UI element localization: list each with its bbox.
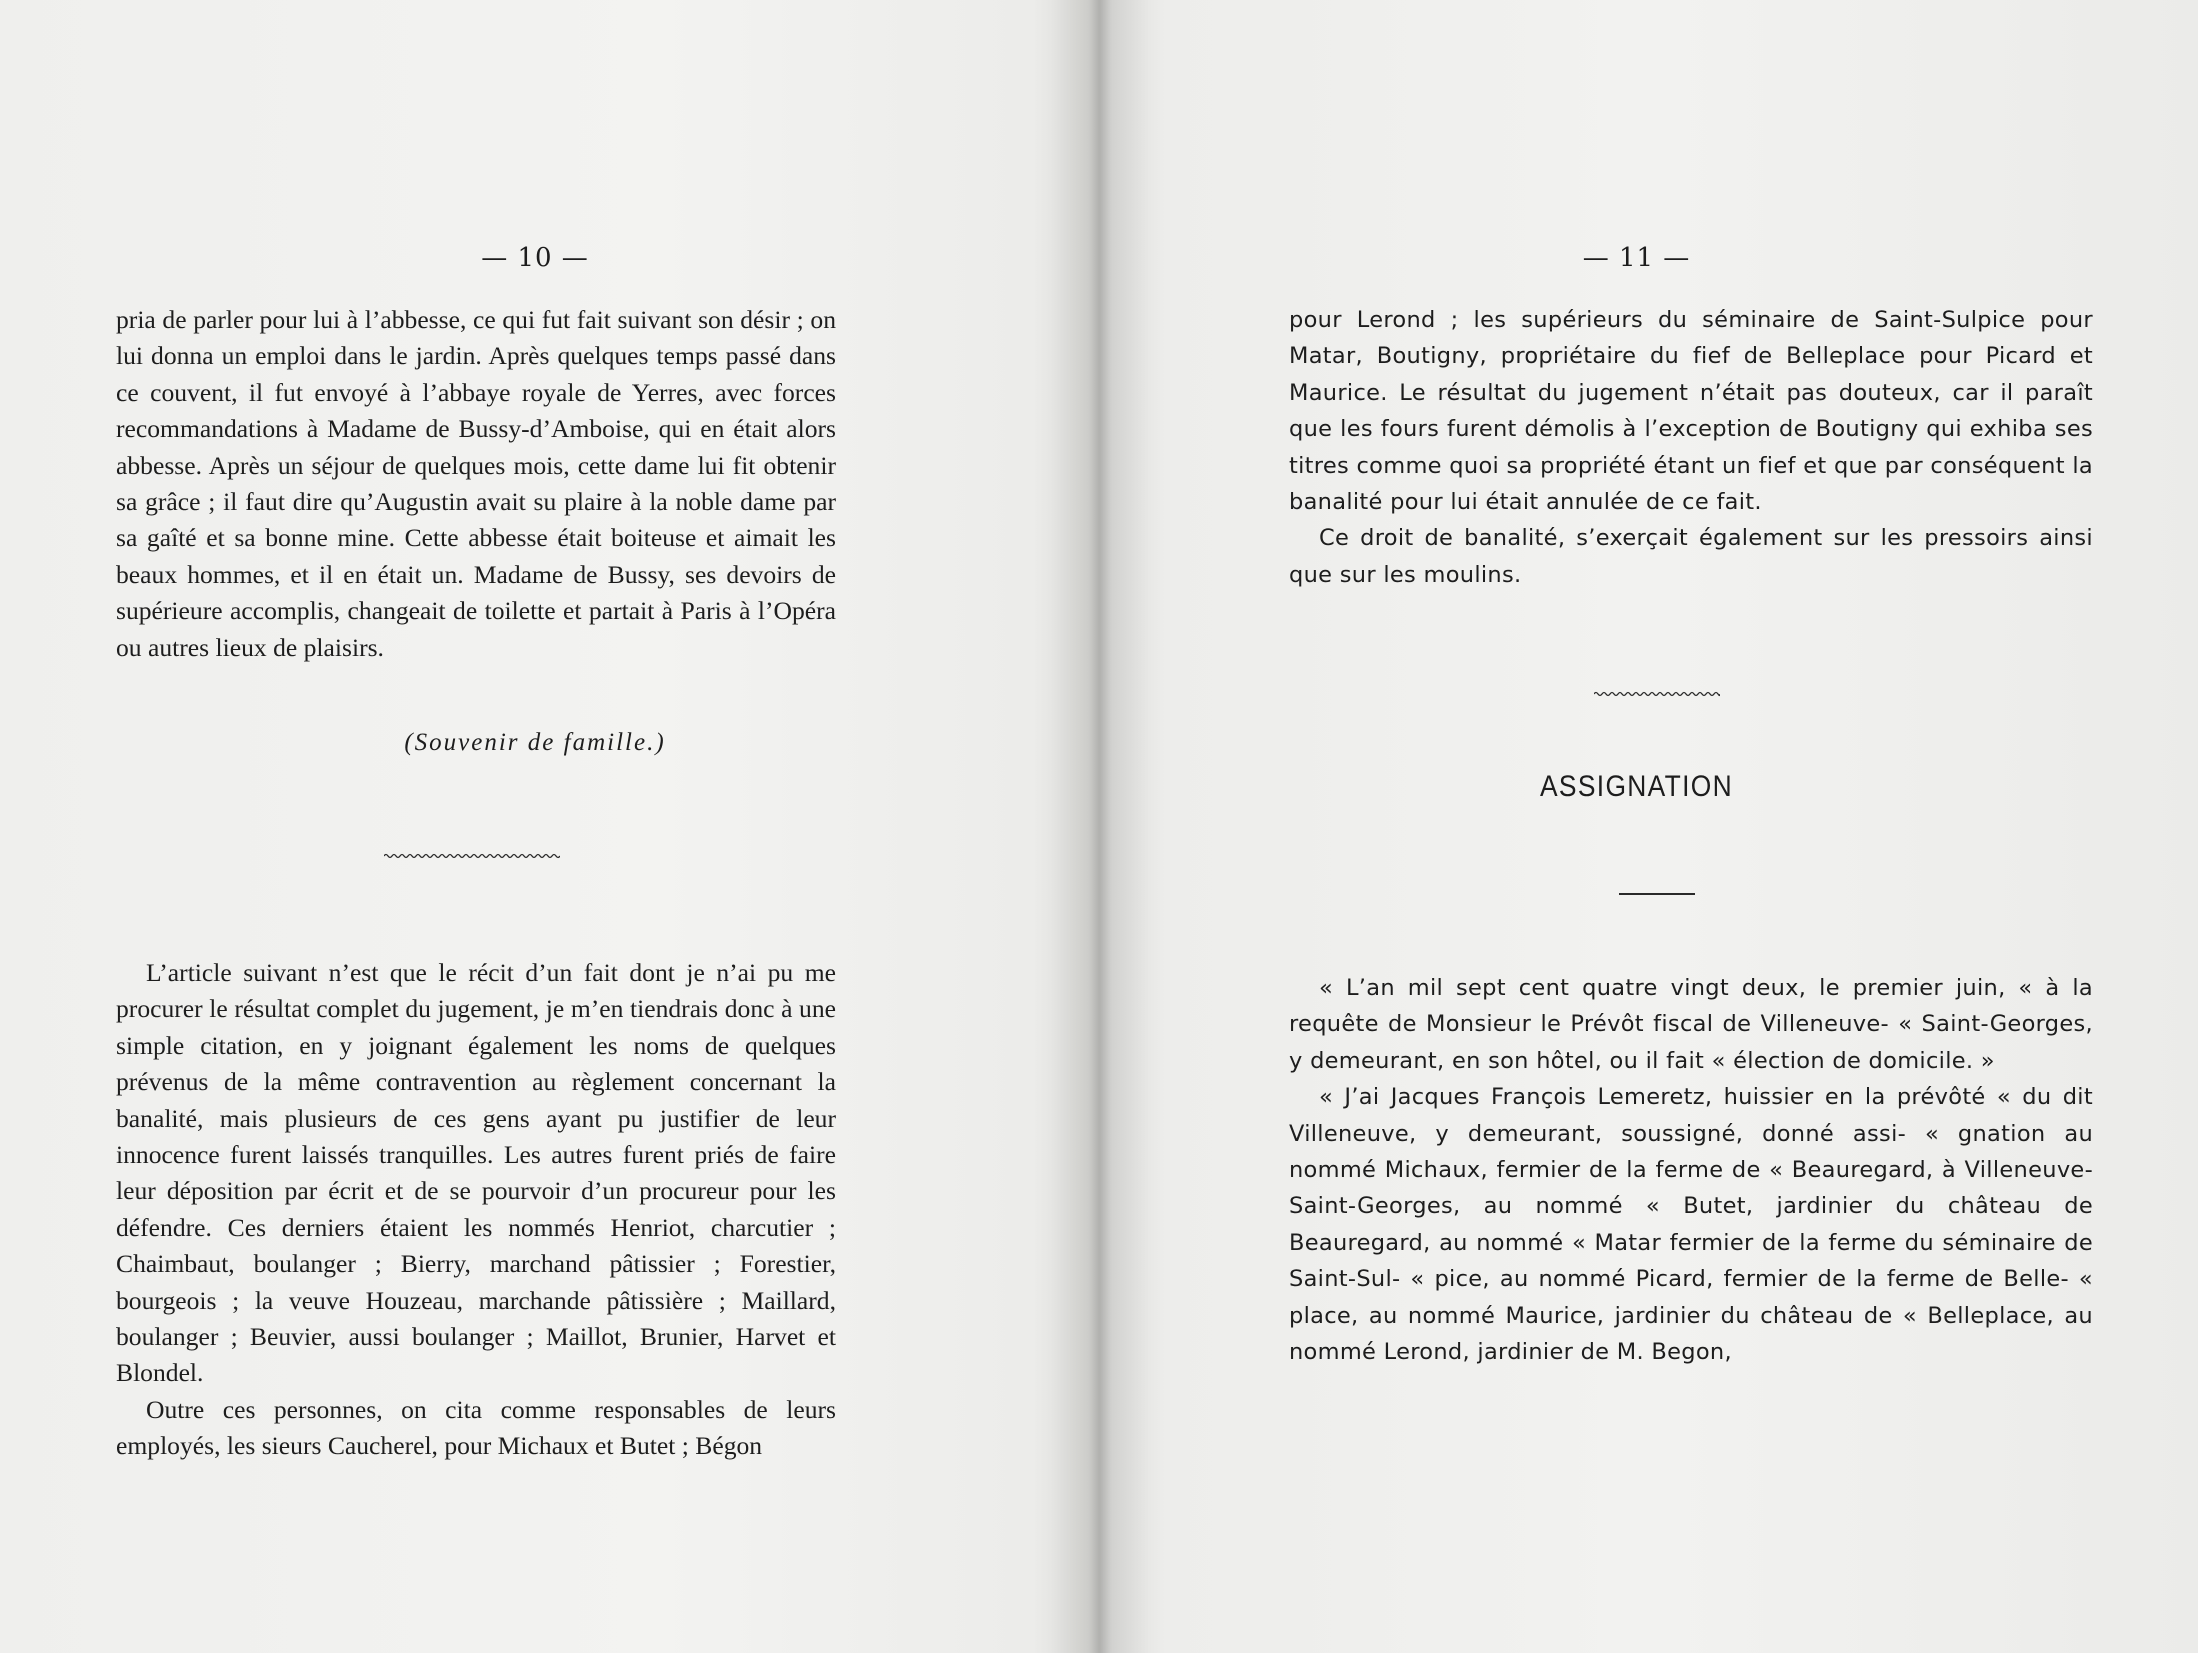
right-paragraph-1: pour Lerond ; les supérieurs du séminaire de Saint-Sulpice pour Matar, Boutigny, propriétaire du fief de Belleplace pour Picard et Maurice. Le résultat du jugement n’était pas douteux, car il paraît que les fours furent démolis à l’exception de Boutigny qui exhiba ses titres comme quoi sa propriété étant un fief et que par conséquent la banalité pour lui était annulée de ce fait. bbox=[1289, 307, 2093, 516]
left-paragraph-1: pria de parler pour lui à l’abbesse, ce qui fut fait suivant son désir ; on lui donna un emploi dans le jardin. Après quelques temps passé dans ce couvent, il fut envoyé à l’abbaye royale de Yerres, avec forces recommandations à Madame de Bussy-d’Amboise, qui en était alors abbesse. Après un séjour de quelques mois, cette dame lui fit obtenir sa grâce ; il faut dire qu’Augustin avait su plaire à la noble dame par sa gaîté et sa bonne mine. Cette abbesse était boiteuse et aimait les beaux hommes, et il en était un. Madame de Bussy, ses devoirs de supérieure accomplis, changeait de toilette et partait à Paris à l’Opéra ou autres lieux de plaisirs. bbox=[116, 305, 836, 662]
left-page bbox=[0, 0, 1070, 1653]
source-attribution: (Souvenir de famille.) bbox=[404, 729, 666, 756]
page-number-left: — 10 — bbox=[481, 243, 589, 273]
right-paragraph-2: Ce droit de banalité, s’exerçait également sur les pressoirs ainsi que sur les moulins. bbox=[1289, 525, 2093, 588]
left-paragraph-3: Outre ces personnes, on cita comme responsables de leurs employés, les sieurs Caucherel, pour Michaux et Butet ; Bégon bbox=[116, 1394, 836, 1461]
left-text-block-1 bbox=[116, 302, 836, 666]
heading-rule bbox=[1619, 893, 1695, 895]
section-heading: ASSIGNATION bbox=[1540, 770, 1733, 803]
right-text-block-2 bbox=[1289, 970, 2093, 1370]
quote-paragraph-2: « J’ai Jacques François Lemeretz, huissier en la prévôté « du dit Villeneuve, y demeurant, soussigné, donné assi- « gnation au nommé Michaux, fermier de la ferme de « Beauregard, à Villeneuve-Saint-Georges, au nommé « Butet, jardinier du château de Beauregard, au nommé « Matar fermier de la ferme du séminaire de Saint-Sul- « pice, au nommé Picard, fermier de la ferme de Belle- « place, au nommé Maurice, jardinier du château de « Belleplace, au nommé Lerond, jardinier de M. Begon, bbox=[1289, 1084, 2093, 1366]
right-page bbox=[1075, 0, 2198, 1653]
left-paragraph-2: L’article suivant n’est que le récit d’un fait dont je n’ai pu me procurer le résultat complet du jugement, je m’en tiendrais donc à une simple citation, en y joignant également les noms de quelques prévenus de la même contravention au règlement concernant la banalité, mais plusieurs de ces gens ayant pu justifier de leur innocence furent laissés tranquilles. Les autres furent priés de faire leur déposition par écrit et de se pourvoir d’un procureur pour les défendre. Ces derniers étaient les nommés Henriot, charcutier ; Chaimbaut, boulanger ; Bierry, marchand pâtissier ; Forestier, bourgeois ; la veuve Houzeau, marchande pâtissière ; Maillard, boulanger ; Beuvier, aussi boulanger ; Maillot, Brunier, Harvet et Blondel. bbox=[116, 958, 836, 1388]
right-text-block-1 bbox=[1289, 302, 2093, 593]
wavy-separator-right bbox=[1594, 691, 1720, 697]
left-text-block-2 bbox=[116, 955, 836, 1465]
quote-paragraph-1: « L’an mil sept cent quatre vingt deux, le premier juin, « à la requête de Monsieur le Prévôt fiscal de Villeneuve- « Saint-Georges, y demeurant, en son hôtel, ou il fait « élection de domicile. » bbox=[1289, 975, 2093, 1074]
wavy-separator-left bbox=[384, 853, 560, 859]
page-number-right: — 11 — bbox=[1582, 243, 1691, 273]
